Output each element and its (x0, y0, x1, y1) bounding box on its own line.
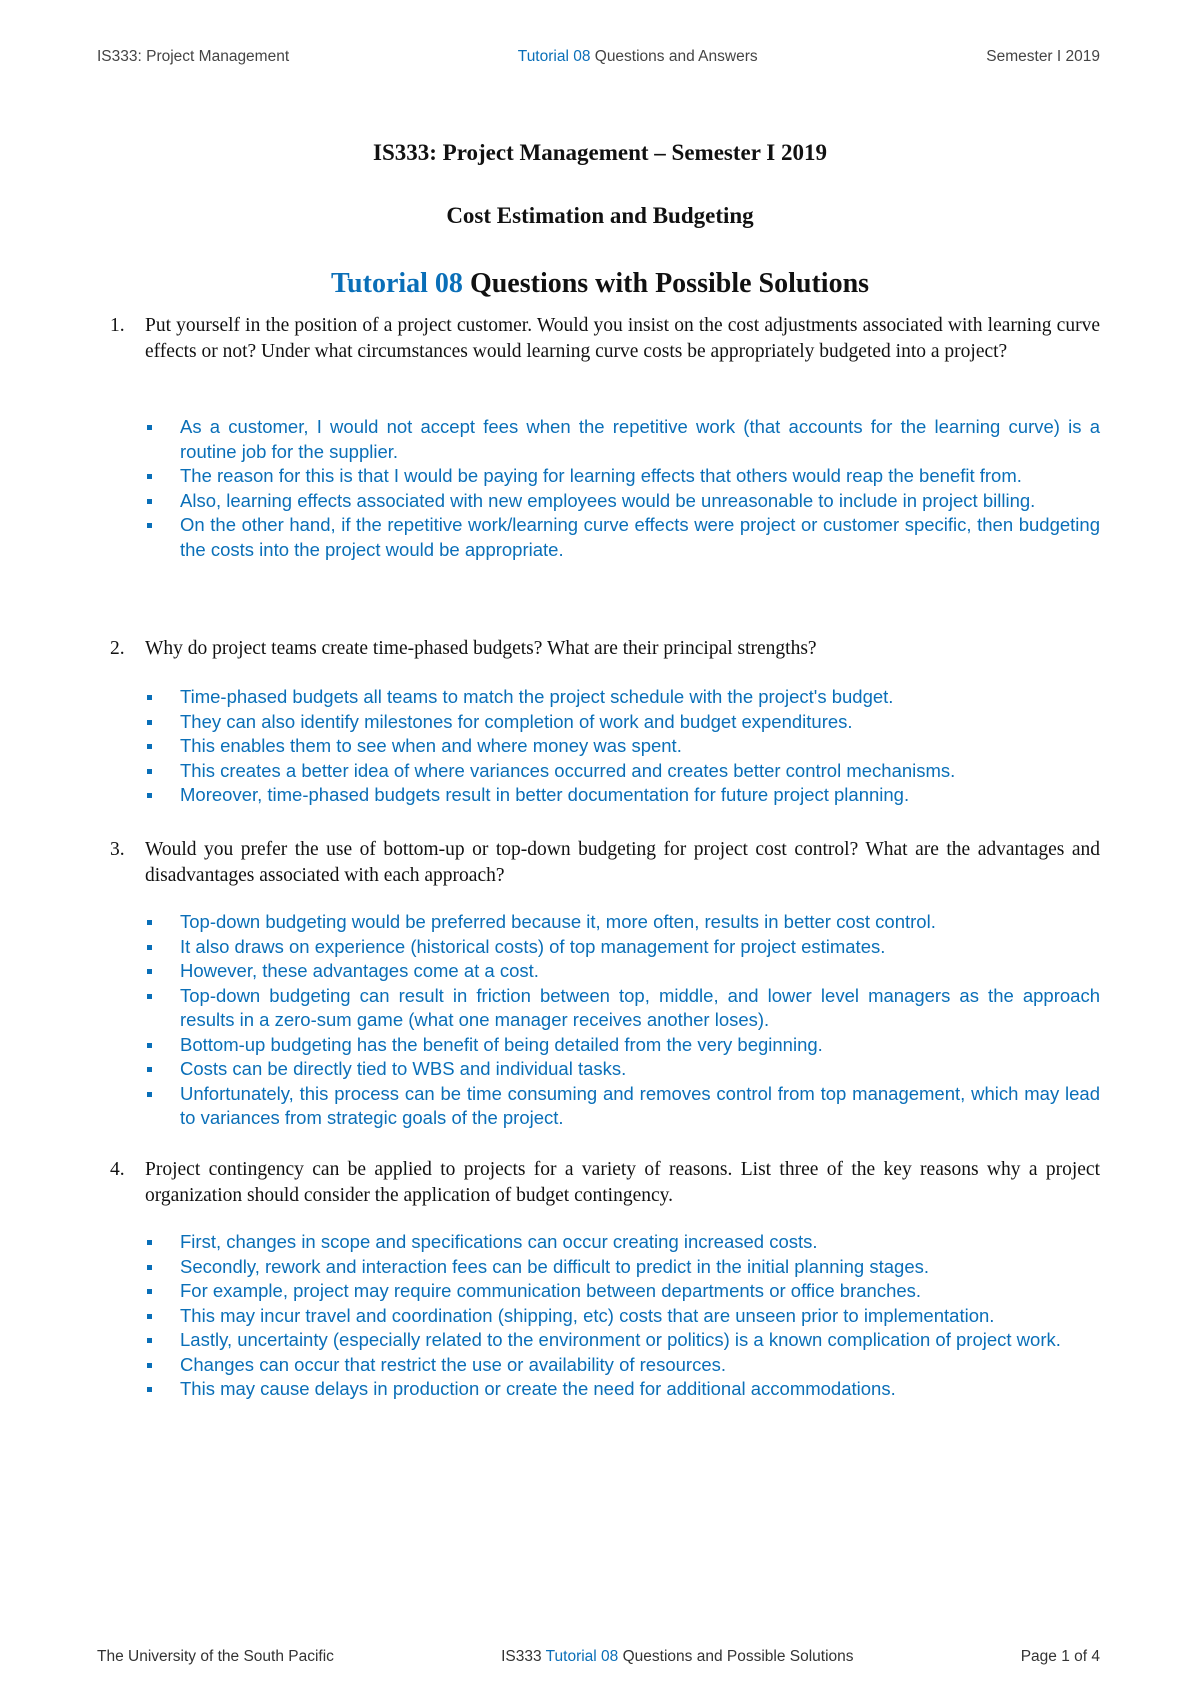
page-header (97, 48, 1100, 66)
answer-item: Top-down budgeting would be preferred because it, more often, results in better cost control. (145, 910, 1100, 935)
answer-item: As a customer, I would not accept fees when the repetitive work (that accounts for the learning curve) is a routine job for the supplier. (145, 415, 1100, 464)
answer-item: Costs can be directly tied to WBS and individual tasks. (145, 1057, 1100, 1082)
answer-item: This enables them to see when and where money was spent. (145, 734, 1100, 759)
answer-item: Secondly, rework and interaction fees can be difficult to predict in the initial planning stages. (145, 1255, 1100, 1280)
footer-page-number: Page 1 of 4 (1020, 1648, 1100, 1665)
header-title (518, 48, 758, 66)
footer-course: IS333 (501, 1648, 546, 1665)
footer-title (501, 1648, 853, 1666)
page-footer (97, 1648, 1100, 1666)
answer-item: On the other hand, if the repetitive work/learning curve effects were project or customer specific, then budgeting the costs into the project would be appropriate. (145, 513, 1100, 562)
question-text: Would you prefer the use of bottom-up or top-down budgeting for project cost control? What are the advantages and disadvantages associated with each approach? (145, 839, 1100, 886)
answer-item: For example, project may require communication between departments or office branches. (145, 1279, 1100, 1304)
answer-item: This may incur travel and coordination (shipping, etc) costs that are unseen prior to implementation. (145, 1304, 1100, 1329)
answer-item: Also, learning effects associated with new employees would be unreasonable to include in project billing. (145, 489, 1100, 514)
question-text: Project contingency can be applied to projects for a variety of reasons. List three of the key reasons why a project organization should consider the application of budget contingency. (145, 1159, 1100, 1206)
question-number: 4. (110, 1159, 125, 1180)
answer-list-2 (145, 685, 1100, 808)
answer-list-4 (145, 1230, 1100, 1402)
answer-item: Moreover, time-phased budgets result in better documentation for future project planning. (145, 783, 1100, 808)
answer-item: This creates a better idea of where variances occurred and creates better control mechanisms. (145, 759, 1100, 784)
question-text: Why do project teams create time-phased budgets? What are their principal strengths? (145, 638, 817, 659)
header-title-rest: Questions and Answers (590, 48, 758, 65)
doc-subtitle: Cost Estimation and Budgeting (446, 203, 754, 228)
answer-item: The reason for this is that I would be paying for learning effects that others would reap the benefit from. (145, 464, 1100, 489)
answer-item: Bottom-up budgeting has the benefit of being detailed from the very beginning. (145, 1033, 1100, 1058)
question-number: 3. (110, 839, 125, 860)
answer-item: Unfortunately, this process can be time consuming and removes control from top management, which may lead to variances from strategic goals of the project. (145, 1082, 1100, 1131)
heading-rest: Questions with Possible Solutions (462, 268, 870, 299)
answer-item: Top-down budgeting can result in friction between top, middle, and lower level managers as the approach results in a zero-sum game (what one manager receives another loses). (145, 984, 1100, 1033)
heading-tutorial-number: Tutorial 08 (330, 268, 463, 299)
question-2 (110, 636, 1100, 662)
question-number: 1. (110, 315, 125, 336)
answer-item: This may cause delays in production or create the need for additional accommodations. (145, 1377, 1100, 1402)
doc-title: IS333: Project Management – Semester I 2019 (373, 140, 827, 165)
answer-item: It also draws on experience (historical costs) of top management for project estimates. (145, 935, 1100, 960)
answer-item: However, these advantages come at a cost. (145, 959, 1100, 984)
answer-item: Time-phased budgets all teams to match the project schedule with the project's budget. (145, 685, 1100, 710)
header-course: IS333: Project Management (97, 48, 290, 65)
answer-item: They can also identify milestones for completion of work and budget expenditures. (145, 710, 1100, 735)
answer-item: Lastly, uncertainty (especially related to the environment or politics) is a known complication of project work. (145, 1328, 1100, 1353)
question-number: 2. (110, 638, 125, 659)
question-1 (110, 313, 1100, 365)
question-3 (110, 837, 1100, 889)
question-4 (110, 1157, 1100, 1209)
answer-item: First, changes in scope and specifications can occur creating increased costs. (145, 1230, 1100, 1255)
answer-list-1 (145, 415, 1100, 562)
doc-heading (0, 268, 1200, 300)
footer-university: The University of the South Pacific (97, 1648, 334, 1665)
header-tutorial-number: Tutorial 08 (517, 48, 591, 65)
question-text: Put yourself in the position of a project customer. Would you insist on the cost adjustments associated with learning curve effects or not? Under what circumstances would learning curve costs be appropriately budgeted into a project? (145, 315, 1100, 362)
header-semester: Semester I 2019 (986, 48, 1100, 65)
answer-item: Changes can occur that restrict the use or availability of resources. (145, 1353, 1100, 1378)
footer-tutorial-number: Tutorial 08 (545, 1648, 619, 1665)
answer-list-3 (145, 910, 1100, 1131)
footer-title-rest: Questions and Possible Solutions (618, 1648, 854, 1665)
